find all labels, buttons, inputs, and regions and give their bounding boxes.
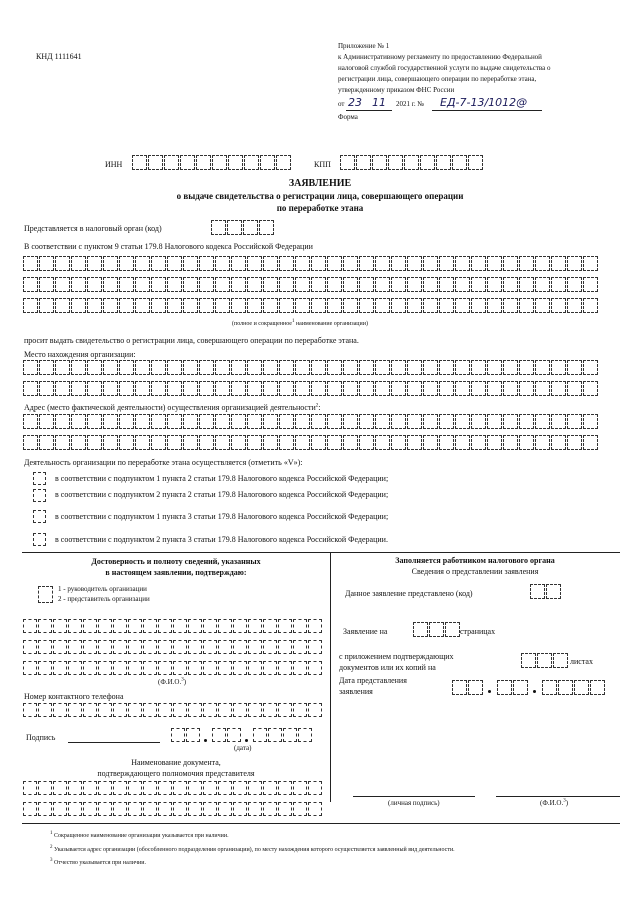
staff-signature-line[interactable] [353,796,475,797]
confirm-heading-1: Достоверность и полноту сведений, указанных [91,557,261,566]
inn-label: ИНН [105,160,123,169]
submitted-code-cells[interactable] [530,584,562,599]
address-row-2[interactable] [23,435,599,450]
option-1-checkbox[interactable] [33,472,46,485]
phone-label: Номер контактного телефона [24,692,124,701]
pages-cells[interactable] [413,622,461,637]
doc-row-1[interactable] [23,781,323,795]
inn-cells[interactable] [132,155,292,170]
date-submitted-label-2: заявления [339,687,373,696]
form-label: Форма [338,113,358,121]
appendix-line-4: регистрации лица, совершающего операции по переработке этана, [338,75,537,83]
attach-label-2: документов или их копий на [339,663,436,672]
request-text: просит выдать свидетельство о регистрации лица, совершающего операции по переработке этана. [24,336,359,345]
footnote-1: $^1$ Сокращенное наименование организации указывается при наличии. [50,831,229,839]
staff-subheading: Сведения о представлении заявления [411,567,539,576]
date-caption: (дата) [234,744,252,752]
sign-day-cells[interactable] [171,728,201,742]
submit-day-cells[interactable] [452,680,484,695]
submit-month-cells[interactable] [497,680,529,695]
staff-signature-caption: (личная подпись) [388,799,440,807]
fio-row-3[interactable] [23,661,323,675]
signature-line[interactable] [68,742,160,743]
role-1-label: 1 - руководитель организации [58,585,147,593]
role-code-cell[interactable] [38,586,53,603]
pages-suffix: страницах [460,627,496,636]
location-row-1[interactable] [23,360,599,375]
date-separator-2 [245,739,248,742]
option-3-checkbox[interactable] [33,510,46,523]
order-year: 2021 г. № [396,100,425,108]
staff-heading: Заполняется работником налогового органа [395,556,555,565]
location-label: Место нахождения организации: [24,350,136,359]
org-name-row-1[interactable] [23,256,599,271]
submit-date-separator-1 [488,690,491,693]
pages-prefix: Заявление на [343,627,388,636]
order-from: от [338,100,345,108]
tax-authority-code[interactable] [211,220,275,235]
footnote-3: $^3$ Отчество указывается при наличии. [50,858,146,866]
phone-cells[interactable] [23,703,323,717]
staff-fio-caption: (Ф.И.О.$^3$) [540,798,569,807]
appendix-line-3: налоговой службой государственной услуги по выдаче свидетельства о [338,64,551,72]
submitted-label: Данное заявление представлено (код) [345,589,473,598]
signature-label: Подпись [26,733,56,742]
doc-row-2[interactable] [23,802,323,816]
org-name-caption: (полное и сокращенное$^1$ наименование организации) [232,319,368,327]
fio-row-2[interactable] [23,640,323,654]
submit-year-cells[interactable] [542,680,606,695]
option-3-label: в соответствии с подпунктом 1 пункта 3 статьи 179.8 Налогового кодекса Российской Федерации; [55,512,389,521]
address-row-1[interactable] [23,414,599,429]
option-2-checkbox[interactable] [33,489,46,502]
kpp-cells[interactable] [340,155,484,170]
submit-date-separator-2 [533,690,536,693]
order-day: 23 [348,96,362,109]
page-title: ЗАЯВЛЕНИЕ [288,178,352,189]
org-name-row-2[interactable] [23,277,599,292]
location-row-2[interactable] [23,381,599,396]
knd-code: КНД 1111641 [36,52,82,61]
role-2-label: 2 - представитель организации [58,595,150,603]
footnote-2: $^2$ Указывается адрес организации (обособленного подразделения организации), по месту нахождения которого осуществляется заявленный вид деятельности. [50,845,455,853]
option-2-label: в соответствии с подпунктом 2 пункта 2 статьи 179.8 Налогового кодекса Российской Федерации; [55,490,389,499]
sheets-cells[interactable] [521,653,569,668]
fio-row-1[interactable] [23,619,323,633]
org-name-row-3[interactable] [23,298,599,313]
sign-year-cells[interactable] [253,728,313,742]
option-4-label: в соответствии с подпунктом 2 пункта 3 статьи 179.8 Налогового кодекса Российской Федерации. [55,535,388,544]
article-text: В соответствии с пунктом 9 статьи 179.8 Налогового кодекса Российской Федерации [24,242,313,251]
confirm-heading-2: в настоящем заявлении, подтверждаю: [105,568,247,577]
date-submitted-label-1: Дата представления [339,676,407,685]
order-number: ЕД-7-13/1012@ [440,96,528,109]
sign-month-cells[interactable] [212,728,242,742]
kpp-label: КПП [314,160,331,169]
option-1-label: в соответствии с подпунктом 1 пункта 2 статьи 179.8 Налогового кодекса Российской Федерации; [55,474,389,483]
appendix-line-2: к Административному регламенту по предоставлению Федеральной [338,53,542,61]
appendix-line-5: утвержденному приказом ФНС России [338,86,455,94]
attach-label-1: с приложением подтверждающих [339,652,454,661]
option-4-checkbox[interactable] [33,533,46,546]
order-month: 11 [372,96,386,109]
address-label: Адрес (место фактической деятельности) осуществления организацией деятельности$^2$: [24,403,321,412]
sheets-label: листах [570,657,593,666]
activity-label: Деятельность организации по переработке этана осуществляется (отметить «V»): [24,458,303,467]
tax-authority-label: Представляется в налоговый орган (код) [24,224,162,233]
appendix-line-1: Приложение № 1 [338,42,390,50]
date-separator-1 [204,739,207,742]
fio-caption: (Ф.И.О.$^3$) [158,677,187,686]
doc-label-2: подтверждающего полномочия представителя [97,769,255,778]
title-line-2: по переработке этана [276,203,364,213]
doc-label-1: Наименование документа, [131,758,221,767]
title-line-1: о выдаче свидетельства о регистрации лица, совершающего операции [176,191,464,201]
staff-fio-line[interactable] [496,796,620,797]
